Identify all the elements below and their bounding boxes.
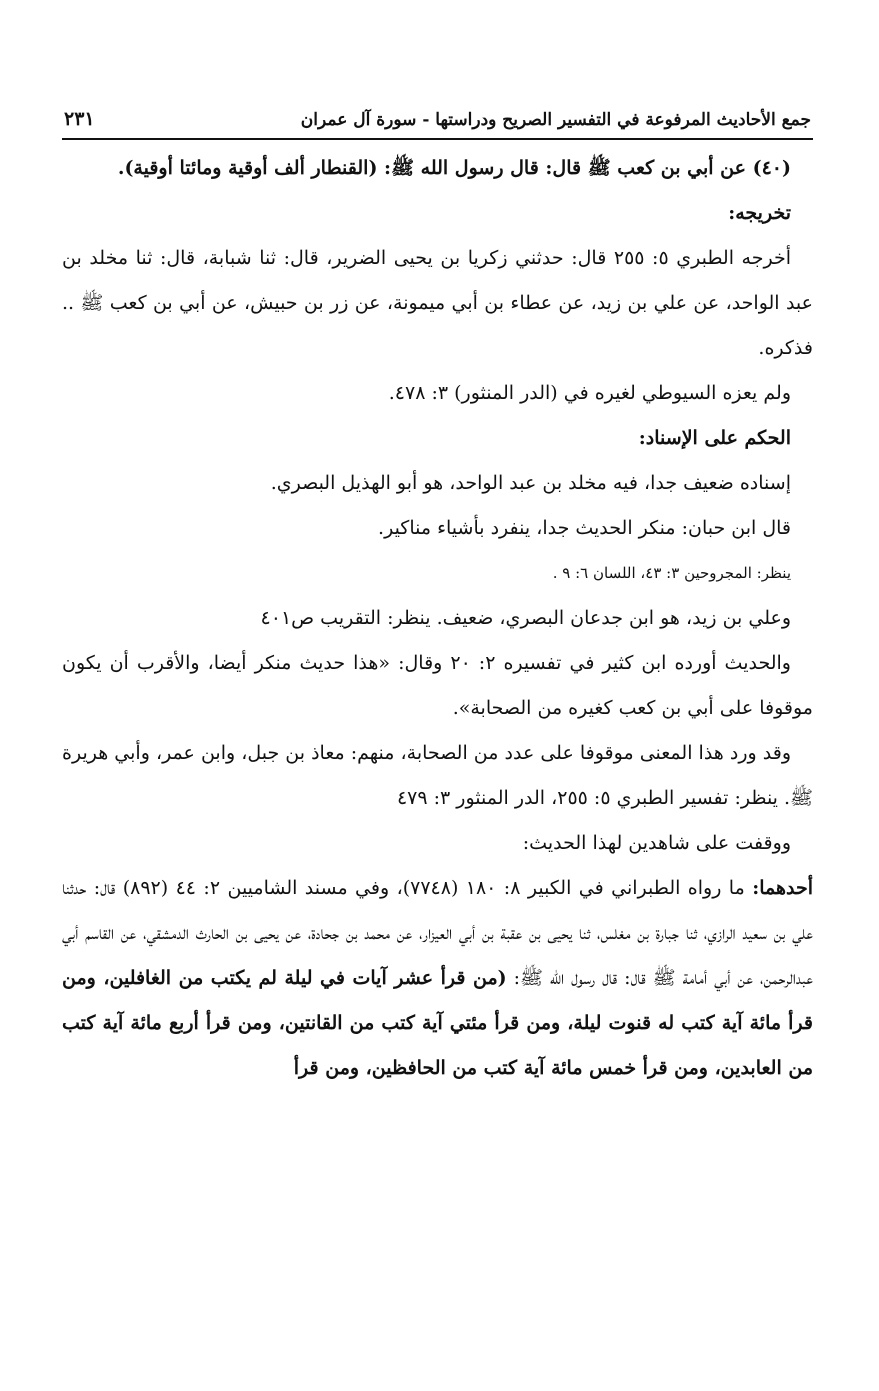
- ali-paragraph: وعلي بن زيد، هو ابن جدعان البصري، ضعيف. ينظر: التقريب ص٤٠١: [260, 607, 791, 629]
- shahidain-paragraph: ووقفت على شاهدين لهذا الحديث:: [522, 832, 791, 854]
- running-header: [62, 104, 813, 140]
- hadith-text: (٤٠) عن أبي بن كعب ﷺ قال: قال رسول الله ﷺ: (القنطار ألف أوقية ومائتا أوقية).: [117, 157, 791, 179]
- header-title: جمع الأحاديث المرفوعة في التفسير الصريح ودراستها - سورة آل عمران: [300, 110, 811, 130]
- page-number: ٢٣١: [64, 108, 95, 130]
- ibn-hibban-paragraph: قال ابن حبان: منكر الحديث جدا، ينفرد بأشياء مناكير.: [378, 517, 791, 539]
- heading-hukm: الحكم على الإسناد:: [638, 427, 791, 449]
- first-shahid-paragraph: [62, 866, 813, 1091]
- ibn-kathir-paragraph: والحديث أورده ابن كثير في تفسيره ٢: ٢٠ وقال: «هذا حديث منكر أيضا، والأقرب أن يكون موقوفا على أبي بن كعب كغيره من الصحابة».: [62, 652, 813, 719]
- body-text: [62, 146, 813, 1091]
- heading-takhrij: تخريجه:: [728, 202, 791, 224]
- references-line: ينظر: المجروحين ٣: ٤٣، اللسان ٦: ٩ .: [552, 564, 791, 582]
- suyuti-paragraph: ولم يعزه السيوطي لغيره في (الدر المنثور) ٣: ٤٧٨.: [388, 382, 791, 404]
- first-label: أحدهما:: [752, 877, 813, 899]
- first-matn: (من قرأ عشر آيات في ليلة لم يكتب من الغافلين، ومن قرأ مائة آية كتب له قنوت ليلة، ومن قرأ مئتي آية كتب من القانتين، ومن قرأ أربع مائة آية كتب من العابدين، ومن قرأ خمس مائة آية كتب من الحافظين، ومن قرأ: [62, 967, 813, 1079]
- isnad-paragraph: إسناده ضعيف جدا، فيه مخلد بن عبد الواحد، هو أبو الهذيل البصري.: [270, 472, 791, 494]
- mawquf-paragraph: وقد ورد هذا المعنى موقوفا على عدد من الصحابة، منهم: معاذ بن جبل، وابن عمر، وأبي هريرة ﷺ. ينظر: تفسير الطبري ٥: ٢٥٥، الدر المنثور ٣: ٤٧٩: [62, 742, 813, 809]
- takhrij-paragraph: أخرجه الطبري ٥: ٢٥٥ قال: حدثني زكريا بن يحيى الضرير، قال: ثنا شبابة، قال: ثنا مخلد بن عبد الواحد، عن علي بن زيد، عن عطاء بن أبي ميمونة، عن زر بن حبيش، عن أبي بن كعب ﷺ .. فذكره.: [62, 247, 813, 359]
- first-text: ما رواه الطبراني في الكبير ٨: ١٨٠ (٧٧٤٨)، وفي مسند الشاميين ٢: ٤٤ (٨٩٢) قال: حدثنا علي بن سعيد الرازي، ثنا جبارة بن مغلس، ثنا يحيى بن عقبة بن أبي العيزار، عن محمد بن جحادة، عن يحيى بن الحارث الدمشقي، عن القاسم أبي عبدالرحمن، عن أبي أمامة ﷺ قال: قال رسول الله ﷺ:: [62, 877, 813, 989]
- page: [62, 104, 813, 1091]
